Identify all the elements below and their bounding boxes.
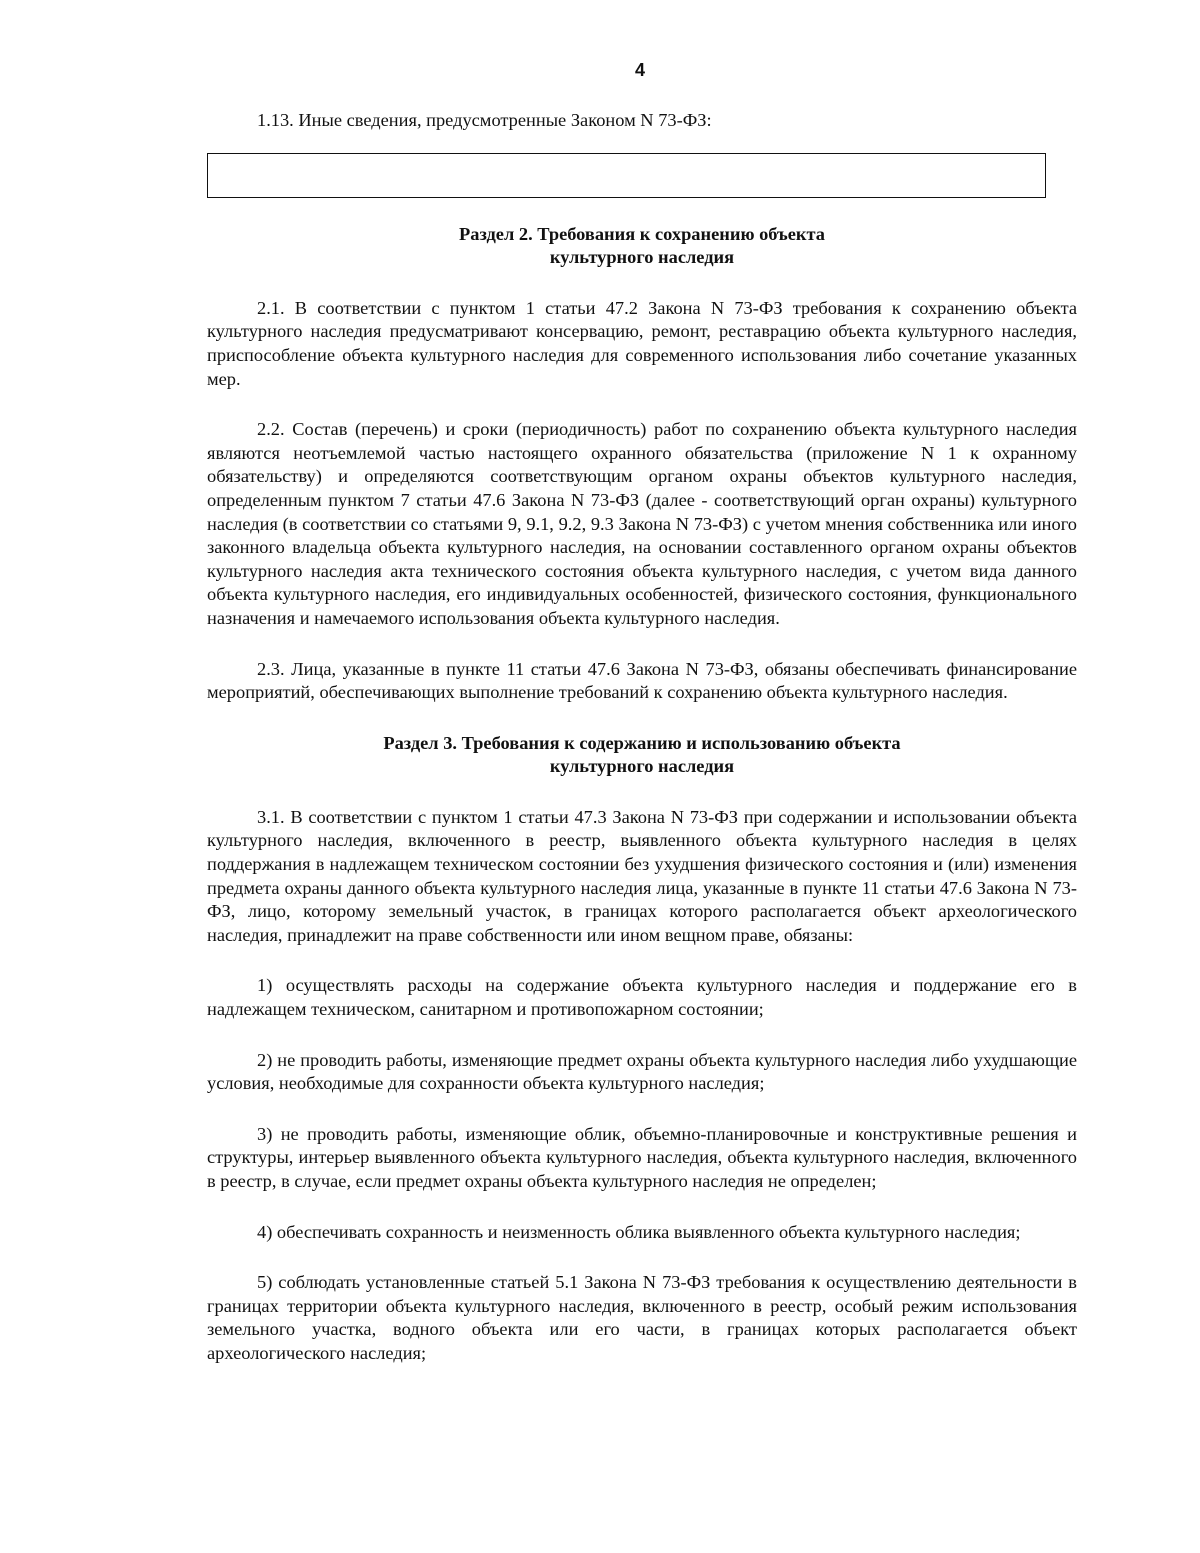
section-2-title-line-2: культурного наследия bbox=[549, 247, 735, 268]
document-body bbox=[207, 109, 1077, 1366]
paragraph-2-3: 2.3. Лица, указанные в пункте 11 статьи 47.6 Закона N 73-ФЗ, обязаны обеспечивать финансирование мероприятий, обеспечивающих выполнение требований к сохранению объекта культурного наследия. bbox=[207, 658, 1077, 703]
section-3-title-line-1: Раздел 3. Требования к содержанию и использованию объекта bbox=[383, 732, 901, 753]
section-2-title-line-1: Раздел 2. Требования к сохранению объекта bbox=[459, 223, 825, 244]
list-item-1: 1) осуществлять расходы на содержание объекта культурного наследия и поддержание его в надлежащем техническом, санитарном и противопожарном состоянии; bbox=[207, 975, 1077, 1020]
paragraph-2-2: 2.2. Состав (перечень) и сроки (периодичность) работ по сохранению объекта культурного наследия являются неотъемлемой частью настоящего охранного обязательства (приложение N 1 к охранному обязательству) и определяются соответствующим органом охраны объектов культурного наследия, определенным пунктом 7 статьи 47.6 Закона N 73-ФЗ (далее - соответствующий орган охраны) культурного наследия (в соответствии со статьями 9, 9.1, 9.2, 9.3 Закона N 73-ФЗ) с учетом мнения собственника или иного законного владельца объекта культурного наследия, на основании составленного органом охраны объектов культурного наследия акта технического состояния объекта культурного наследия, с учетом вида данного объекта культурного наследия, его индивидуальных особенностей, физического состояния, функционального назначения и намечаемого использования объекта культурного наследия. bbox=[207, 419, 1077, 628]
item-1-13: 1.13. Иные сведения, предусмотренные Законом N 73-ФЗ: bbox=[257, 110, 712, 130]
list-item-2: 2) не проводить работы, изменяющие предмет охраны объекта культурного наследия либо ухудшающие условия, необходимые для сохранности объекта культурного наследия; bbox=[207, 1049, 1077, 1094]
list-item-3: 3) не проводить работы, изменяющие облик, объемно-планировочные и конструктивные решения и структуры, интерьер выявленного объекта культурного наследия, объекта культурного наследия, включенного в реестр, в случае, если предмет охраны объекта культурного наследия не определен; bbox=[207, 1123, 1077, 1191]
list-item-5: 5) соблюдать установленные статьей 5.1 Закона N 73-ФЗ требования к осуществлению деятельности в границах территории объекта культурного наследия, включенного в реестр, особый режим использования земельного участка, водного объекта или его части, в границах которых располагается объект археологического наследия; bbox=[207, 1272, 1077, 1363]
page-number: 4 bbox=[634, 60, 645, 80]
paragraph-3-1: 3.1. В соответствии с пунктом 1 статьи 47.3 Закона N 73-ФЗ при содержании и использовании объекта культурного наследия, включенного в реестр, выявленного объекта культурного наследия в целях поддержания в надлежащем техническом состоянии без ухудшения физического состояния и (или) изменения предмета охраны данного объекта культурного наследия лица, указанные в пункте 11 статьи 47.6 Закона N 73-ФЗ, лицо, которому земельный участок, в границах которого располагается объект археологического наследия, принадлежит на праве собственности или ином вещном праве, обязаны: bbox=[207, 806, 1077, 945]
paragraph-2-1: 2.1. В соответствии с пунктом 1 статьи 47.2 Закона N 73-ФЗ требования к сохранению объекта культурного наследия предусматривают консервацию, ремонт, реставрацию объекта культурного наследия, приспособление объекта культурного наследия для современного использования либо сочетание указанных мер. bbox=[207, 297, 1077, 389]
section-3-title-line-2: культурного наследия bbox=[549, 756, 735, 777]
empty-info-field bbox=[207, 153, 1046, 198]
list-item-4: 4) обеспечивать сохранность и неизменность облика выявленного объекта культурного наследия; bbox=[257, 1221, 1021, 1242]
